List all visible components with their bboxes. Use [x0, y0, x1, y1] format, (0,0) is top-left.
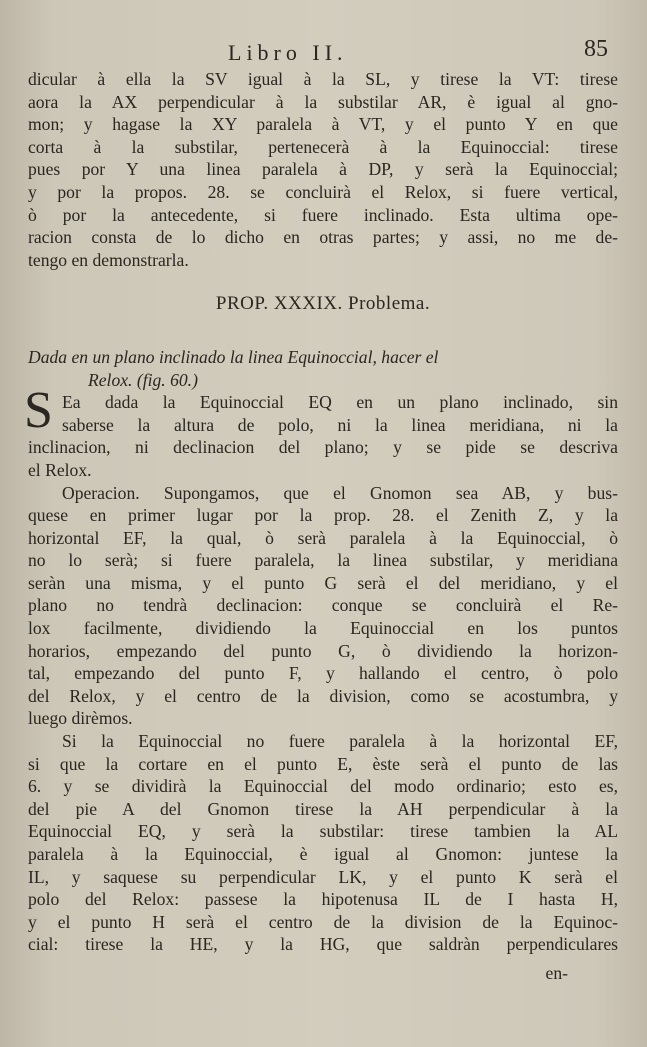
text-line: mon; y hagase la XY paralela à VT, y el punto Y en que: [28, 114, 618, 135]
page-body: [24, 68, 618, 985]
text-line: cial: tirese la HE, y la HG, que saldràn perpendiculares: [28, 934, 618, 955]
running-title: Libro II.: [228, 40, 348, 65]
paragraph-case: [28, 730, 618, 956]
text-line: polo del Relox: passese la hipotenusa IL de I hasta H,: [28, 889, 618, 910]
subtitle-line: Dada en un plano inclinado la linea Equinoccial, hacer el: [28, 346, 439, 367]
paragraph-opening: [24, 382, 618, 481]
text-line: del pie A del Gnomon tirese la AH perpendicular à la: [28, 798, 618, 819]
text-line: y el punto H serà el centro de la division de la Equinoc-: [28, 911, 618, 932]
text-line: Si la Equinoccial no fuere paralela à la horizontal EF,: [62, 731, 618, 752]
text-line: aora la AX perpendicular à la substilar AR, è igual al gno-: [28, 91, 618, 112]
text-line: racion consta de lo dicho en otras partes; y assi, no me de-: [28, 227, 618, 248]
text-line: Ea dada la Equinoccial EQ en un plano inclinado, sin: [62, 392, 618, 413]
text-line: horarios, empezando del punto G, ò dividiendo la horizon-: [28, 640, 618, 661]
text-line: paralela à la Equinoccial, è igual al Gnomon: juntese la: [28, 844, 618, 864]
text-line: si que la cortare en el punto E, èste serà el punto de las: [28, 753, 618, 774]
text-line: pues por Y una linea paralela à DP, y serà la Equinoccial;: [28, 159, 618, 180]
text-line: saberse la altura de polo, ni la linea meridiana, ni la: [62, 414, 618, 435]
subtitle-line: Relox. (fig. 60.): [88, 369, 198, 390]
text-line: luego dirèmos.: [28, 708, 133, 729]
paragraph-operacion: [28, 482, 618, 731]
text-line: plano no tendrà declinacion: conque se concluirà el Re-: [28, 595, 618, 616]
text-line: Operacion. Supongamos, que el Gnomon sea AB, y bus-: [62, 482, 618, 503]
text-line: seràn una misma, y el punto G serà el del meridiano, y el: [28, 572, 618, 593]
section-heading: PROP. XXXIX. Problema.: [215, 293, 431, 315]
text-line: no lo serà; si fuere paralela, la linea substilar, y meridiana: [28, 550, 618, 571]
text-line: tengo en demonstrarla.: [28, 249, 189, 270]
text-line: el Relox.: [28, 459, 92, 480]
text-line: tal, empezando del punto F, y hallando el centro, ò polo: [28, 663, 618, 684]
text-line: IL, y saquese su perpendicular LK, y el punto K serà el: [28, 866, 618, 887]
problem-statement: [28, 346, 618, 391]
catchword: en-: [545, 962, 568, 983]
text-line: Equinoccial EQ, y serà la substilar: tirese tambien la AL: [28, 821, 618, 842]
text-line: corta à la substilar, pertenecerà à la Equinoccial: tirese: [28, 136, 618, 157]
page-sheet: [24, 30, 618, 1030]
text-line: lox facilmente, dividiendo la Equinoccial en los puntos: [28, 618, 618, 639]
page-number: 85: [584, 36, 608, 62]
drop-cap: S: [24, 382, 53, 440]
text-line: inclinacion, ni declinacion del plano; y se pide se descriva: [28, 437, 618, 458]
text-line: y por la propos. 28. se concluirà el Relox, si fuere vertical,: [28, 181, 618, 202]
text-line: 6. y se dividirà la Equinoccial del modo ordinario; esto es,: [28, 776, 618, 797]
text-line: del Relox, y el centro de la division, como se acostumbra, y: [28, 685, 618, 706]
text-line: horizontal EF, la qual, ò serà paralela à la Equinoccial, ò: [28, 527, 618, 548]
text-line: quese en primer lugar por la prop. 28. el Zenith Z, y la: [28, 505, 618, 526]
paragraph-continued: [28, 68, 618, 271]
text-line: dicular à ella la SV igual à la SL, y tirese la VT: tirese: [28, 69, 618, 89]
text-line: ò por la antecedente, si fuere inclinado. Esta ultima ope-: [28, 204, 618, 225]
